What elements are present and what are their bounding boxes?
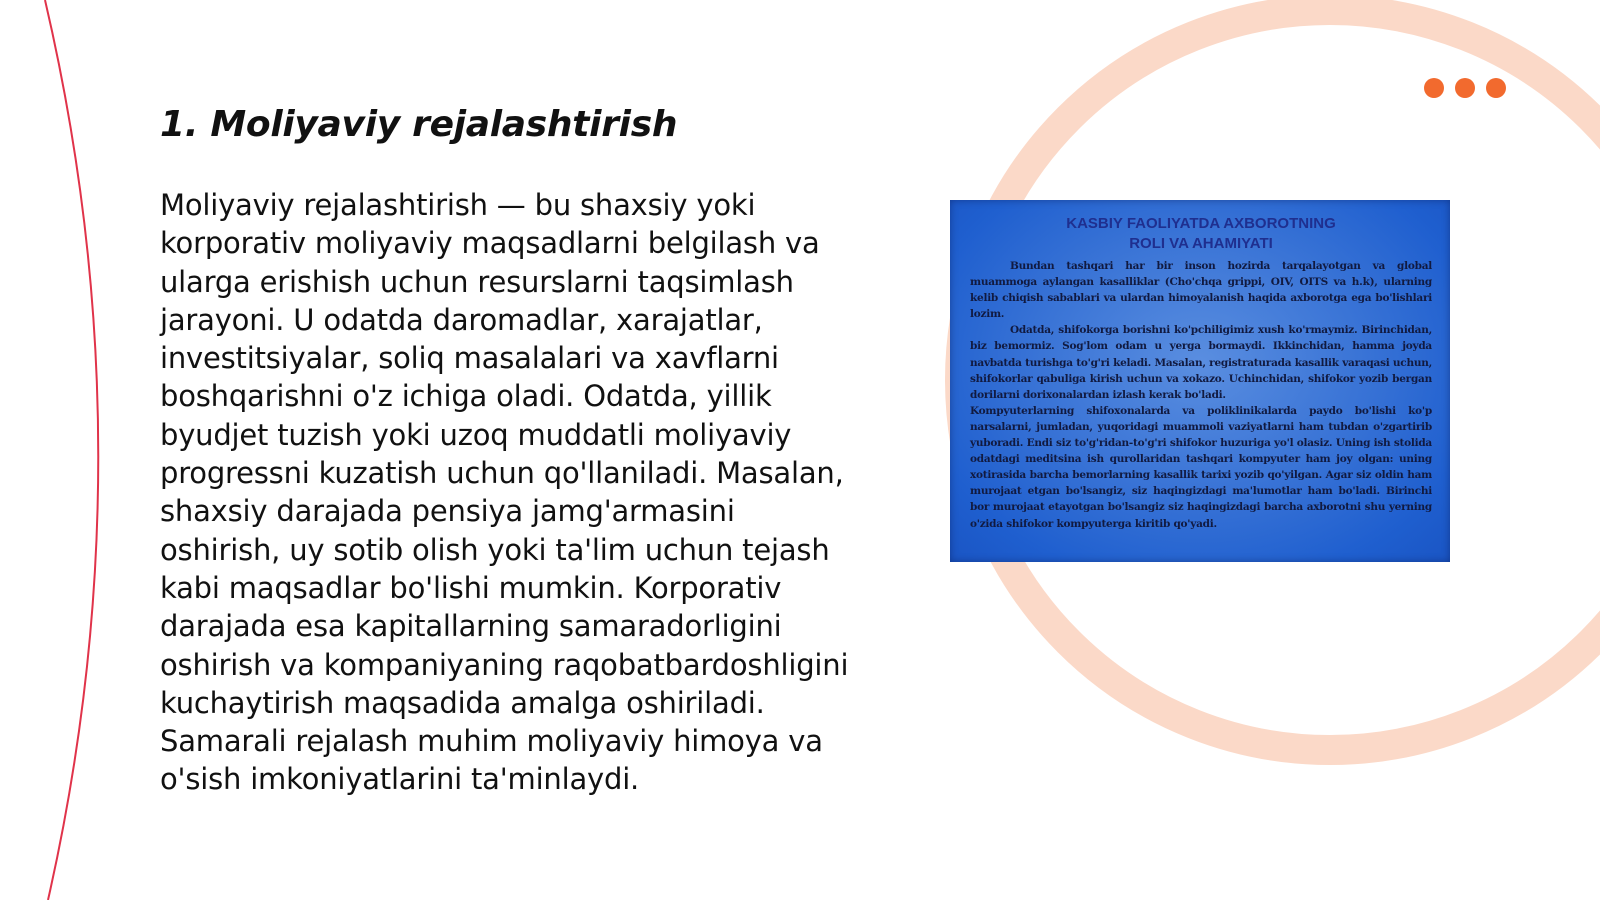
menu-dots-icon: [1424, 78, 1506, 98]
slide-body-text: Moliyaviy rejalashtirish — bu shaxsiy yoki korporativ moliyaviy maqsadlarni belgilash va ularga erishish uchun resurslarni taqsimlash jarayoni. U odatda daromadlar, xarajatlar, investitsiyalar, soliq masalalari va xavflarni boshqarishni o'z ichiga oladi. Odatda, yillik byudjet tuzish yoki uzoq muddatli moliyaviy progressni kuzatish uchun qo'llaniladi. Masalan, shaxsiy darajada pensiya jamg'armasini oshirish, uy sotib olish yoki ta'lim uchun tejash kabi maqsadlar bo'lishi mumkin. Korporativ darajada esa kapitallarning samaradorligini oshirish va kompaniyaning raqobatbardoshligini kuchaytirish maqsadida amalga oshiriladi. Samarali rejalash muhim moliyaviy himoya va o'sish imkoniyatlarini ta'minlaydi.: [160, 188, 849, 797]
decorative-edge-line: [45, 0, 98, 900]
dot: [1424, 78, 1444, 98]
document-scan-image: [950, 200, 1450, 562]
dot: [1486, 78, 1506, 98]
document-paragraph: Bundan tashqari har bir inson hozirda tarqalayotgan va global muammoga aylangan kasalliklar (Cho'chqa grippi, OIV, OITS va h.k), ularning kelib chiqish sabablari va ulardan himoyalanish haqida axborotga ega bo'lishlari lozim.: [970, 260, 1432, 321]
dot: [1455, 78, 1475, 98]
document-title-line-1: KASBIY FAOLIYATDA AXBOROTNING: [1066, 215, 1336, 232]
document-title-line-2: ROLI VA AHAMIYATI: [1129, 235, 1273, 252]
document-title: [970, 214, 1432, 254]
slide-title: 1. Moliyaviy rejalashtirish: [160, 104, 678, 145]
document-paragraph: Kompyuterlarning shifoxonalarda va poliklinikalarda paydo bo'lishi ko'p narsalarni, jumladan, yuqoridagi muammoli vaziyatlarni ham tubdan o'zgartirib yuboradi. Endi siz to'g'ridan-to'g'ri shifokor huzuriga yo'l olasiz. Uning ish stolida odatdagi meditsina ish qurollaridan tashqari kompyuter ham joy olgan: uning xotirasida barcha bemorlarning kasallik tarixi yozib qo'yilgan. Agar siz oldin ham murojaat etgan bo'lsangiz, siz haqingizdagi ma'lumotlar ham bo'ladi. Birinchi bor murojaat etayotgan bo'lsangiz siz haqingizdagi barcha axborotni shu yerning o'zida shifokor kompyuterga kiritib qo'yadi.: [970, 404, 1432, 530]
document-paragraph: Odatda, shifokorga borishni ko'pchiligimiz xush ko'rmaymiz. Birinchidan, biz bemormiz. Sog'lom odam u yerga bormaydi. Ikkinchidan, hamma joyda navbatda turishga to'g'ri keladi. Masalan, registraturada kasallik varaqasi uchun, shifokorlar qabuliga kirish uchun va xokazo. Uchinchidan, shifokor yozib bergan dorilarni dorixonalardan izlash kerak bo'ladi.: [970, 324, 1432, 401]
